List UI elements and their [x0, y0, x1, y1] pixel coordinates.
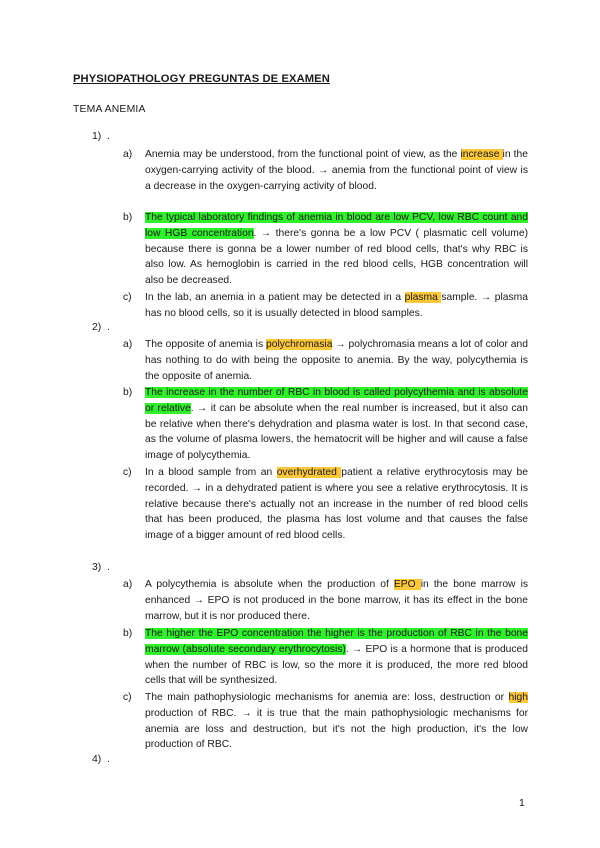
answer-letter: a) — [123, 149, 133, 160]
answer-letter: b) — [123, 387, 133, 398]
highlight-green: The typical laboratory findings of anemia in blood are low PCV, low RBC count and low HGB concentration — [145, 212, 528, 239]
highlight-yellow: plasma — [404, 292, 442, 303]
q3-answer-c — [123, 690, 528, 753]
answer-text: The higher the EPO concentration the higher is the production of RBC in the bone marrow (absolute secondary erythrocytosis). → EPO is a hormone that is produced when the number of RBC is low, so the more it is produced, the more red blood cells that will be synthesized. — [145, 628, 529, 687]
highlight-green: The increase in the number of RBC in blood is called polycythemia and is absolute or relative — [145, 387, 528, 414]
answer-text: In a blood sample from an overhydrated patient a relative erythrocytosis may be recorded. → in a dehydrated patient is where you see a relative erythrocytosis. It is relative because there's actually not an increase in the number of red blood cells that has been produced, the plasma has lost volume and that causes the false image of a bigger amount of red blood cells. — [145, 467, 528, 542]
q2-answer-b — [123, 385, 528, 464]
highlight-yellow: high — [508, 692, 528, 703]
page-number: 1 — [519, 798, 525, 809]
q1-answer-c — [123, 290, 528, 322]
answer-letter: c) — [123, 292, 132, 303]
answer-letter: c) — [123, 692, 132, 703]
answer-letter: a) — [123, 579, 133, 590]
highlight-yellow: increase — [460, 149, 503, 160]
answer-text: The increase in the number of RBC in blood is called polycythemia and is absolute or relative. → it can be absolute when the real number is increased, but it also can be relative when there's dehydration and plasma water is lost. In that second case, as the volume of plasma lowers, the hematocrit will be higher and will cause a false image of polycythemia. — [145, 387, 528, 462]
answer-text: The opposite of anemia is polychromasia → polychromasia means a lot of color and has nothing to do with being the opposite to anemia. By the way, polycythemia is the opposite of anemia. — [145, 339, 528, 382]
answer-text: The typical laboratory findings of anemia in blood are low PCV, low RBC count and low HGB concentration. → there's gonna be a low PCV ( plasmatic cell volume) because there is gonna be a lower number of red blood cells, that's why RBC is also low. As hemoglobin is carried in the red blood cells, HGB concentration will also be decreased. — [145, 212, 528, 287]
q1-answer-a — [123, 147, 528, 194]
q3-answer-b — [123, 626, 528, 689]
answer-letter: a) — [123, 339, 133, 350]
q2-answer-c — [123, 465, 528, 544]
document-subtitle: TEMA ANEMIA — [73, 104, 146, 115]
q2-answer-a — [123, 337, 528, 384]
question-4-number: 4) . — [92, 754, 110, 765]
answer-text: A polycythemia is absolute when the production of EPO in the bone marrow is enhanced → EPO is not produced in the bone marrow, it has its effect in the bone marrow, but it is nor produced there. — [145, 579, 529, 622]
answer-text: The main pathophysiologic mechanisms for anemia are: loss, destruction or high production of RBC. → it is true that the main pathophysiologic mechanisms for anemia are loss and destruction, but it's not the high production, it's the low production of RBC. — [145, 692, 528, 751]
question-1-number: 1) . — [92, 131, 110, 142]
q1-answer-b — [123, 210, 528, 289]
answer-letter: c) — [123, 467, 132, 478]
highlight-yellow: overhydrated — [276, 467, 342, 478]
highlight-yellow: EPO — [393, 579, 421, 590]
answer-text: In the lab, an anemia in a patient may be detected in a plasma sample. → plasma has no blood cells, so it is usually detected in blood samples. — [145, 292, 528, 319]
question-3-number: 3) . — [92, 562, 110, 573]
answer-letter: b) — [123, 212, 133, 223]
highlight-green: The higher the EPO concentration the higher is the production of RBC in the bone marrow (absolute secondary erythrocytosis) — [145, 628, 528, 655]
document-title: PHYSIOPATHOLOGY PREGUNTAS DE EXAMEN — [73, 73, 330, 85]
q3-answer-a — [123, 577, 528, 624]
answer-letter: b) — [123, 628, 133, 639]
question-2-number: 2) . — [92, 322, 110, 333]
highlight-yellow: polychromasia — [266, 339, 333, 350]
answer-text: Anemia may be understood, from the functional point of view, as the increase in the oxygen-carrying activity of the blood. → anemia from the functional point of view is a decrease in the oxygen-carrying activity of blood. — [145, 149, 528, 192]
